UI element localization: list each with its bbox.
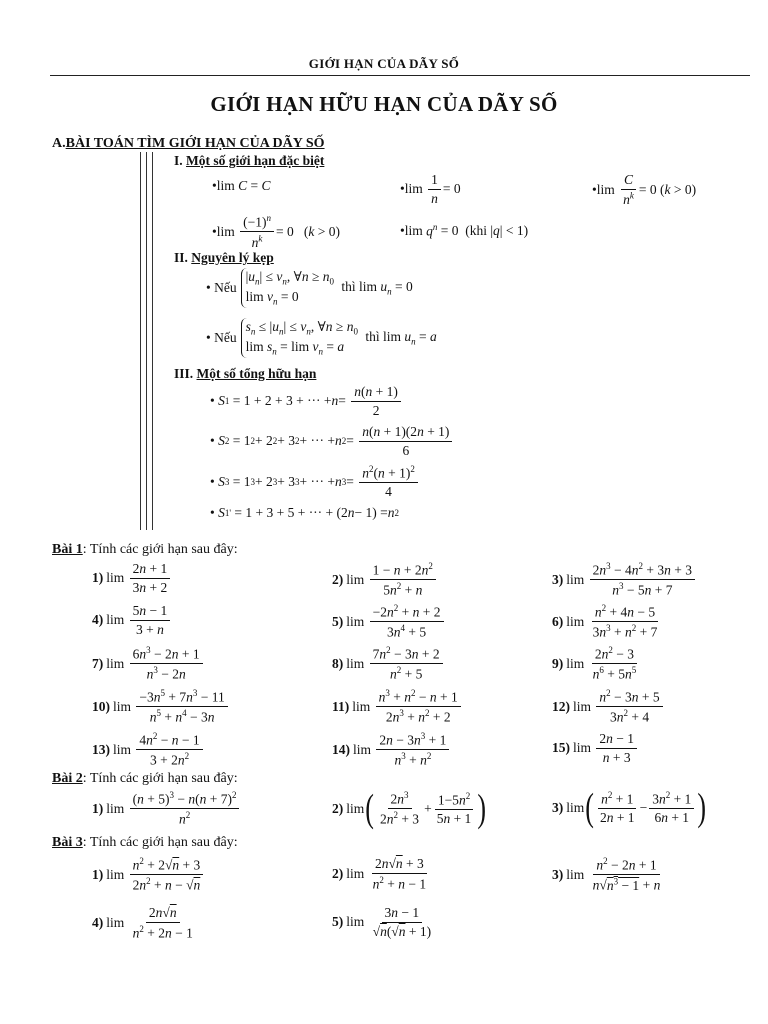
exercise-1-heading: Bài 1: Tính các giới hạn sau đây:: [52, 542, 238, 557]
limit-constant: •lim C = C: [212, 178, 271, 193]
ex1-item-3: 3) lim $2n^3 - 4n^2 + 3n + 3$ $n^3 - 5n + 7$: [552, 561, 697, 598]
ex1-item-9: 9) lim $2n^2 - 3$ $n^6 + 5n^5$: [552, 645, 637, 682]
ex2-item-2: 2) lim ( $2n^3$ $2n^2 + 3$ + $1-5n^2$ 5n + 1 ): [332, 786, 486, 830]
ex1-item-5: 5) lim $-2n^2 + n + 2$ $3n^4 + 5$: [332, 603, 446, 640]
ex1-item-12: 12) lim $n^2 - 3n + 5$ $3n^2 + 4$: [552, 688, 665, 725]
ex1-item-14: 14) lim $2n - 3n^3 + 1$ $n^3 + n^2$: [332, 731, 451, 768]
ex2-item-1: 1) lim $(n + 5)^3 - n(n + 7)^2$ $n^2$: [92, 790, 241, 827]
ex3-item-5: 5) lim 3n − 1 √n(√n + 1): [332, 905, 432, 939]
limit-one-over-n: •lim 1 n = 0: [400, 172, 461, 206]
squeeze-rule-1: • Nếu $|u_n| \le v_n$, ∀n ≥ $n_0$ $\lim v_n = 0$ thì $\lim u_n = 0$: [206, 269, 413, 307]
ex1-item-8: 8) lim $7n^2 - 3n + 2$ $n^2 + 5$: [332, 645, 445, 682]
ex3-item-3: 3) lim $n^2 - 2n + 1$ $n√n^3 - 1 + n$: [552, 856, 661, 893]
exercise-2-heading: Bài 2: Tính các giới hạn sau đây:: [52, 771, 238, 786]
exercise-3-heading: Bài 3: Tính các giới hạn sau đây:: [52, 835, 238, 850]
section-a-prefix: A.: [52, 136, 66, 151]
ex3-item-4: 4) lim 2n√n $n^2 + 2n - 1$: [92, 905, 193, 941]
header-rule: [50, 75, 750, 76]
left-bar-3: [152, 152, 153, 530]
section-a-heading: [52, 136, 325, 152]
limit-q-power: •lim $q^n$ = 0 (khi | q | < 1): [400, 222, 529, 239]
squeeze-rule-2: • Nếu $s_n \le |u_n| \le v_n$, ∀n ≥ $n_0$ $\lim s_n = \lim v_n = a$ thì $\lim u_n = a$: [206, 319, 437, 357]
sum-s1-odd: • S 1 ' = 1 + 3 + 5 + ··· + (2 n − 1) = n 2: [210, 505, 400, 520]
ex1-item-10: 10) lim $-3n^5 + 7n^3 - 11$ $n^5 + n^4 - 3n$: [92, 688, 230, 725]
sum-s2: • S 2 = 1 2 + 2 2 + 3 2 + ··· + n 2 = n(n + 1)(2n + 1) 6: [210, 424, 454, 458]
left-bar-2: [146, 152, 147, 530]
ex1-item-4: 4) lim 5n − 1 3 + n: [92, 603, 172, 637]
ex1-item-6: 6) lim $n^2 + 4n - 5$ $3n^3 + n^2 + 7$: [552, 603, 658, 640]
ex1-item-13: 13) lim $4n^2 - n - 1$ $3 + 2n^2$: [92, 731, 205, 768]
left-bar-1: [140, 152, 141, 530]
ex1-item-7: 7) lim $6n^3 - 2n + 1$ $n^3 - 2n$: [92, 645, 205, 682]
ex1-item-11: 11) lim $n^3 + n^2 - n + 1$ $2n^3 + n^2 + 2$: [332, 688, 463, 725]
section-a-title: BÀI TOÁN TÌM GIỚI HẠN CỦA DÃY SỐ: [65, 136, 325, 151]
part1-heading: I. Một số giới hạn đặc biệt: [174, 153, 325, 168]
ex3-item-2: 2) lim 2n√n + 3 $n^2 + n - 1$: [332, 856, 427, 892]
part3-heading: III. Một số tổng hữu hạn: [174, 366, 317, 381]
part2-heading: II. Nguyên lý kẹp: [174, 250, 274, 265]
ex1-item-15: 15) lim 2n − 1 n + 3: [552, 731, 639, 765]
ex3-item-1: 1) lim $n^2 + 2√n + 3$ $2n^2 + n - √n$: [92, 856, 205, 893]
ex2-item-3: 3) lim ( $n^2 + 1$ 2n + 1 − $3n^2 + 1$ 6n + 1 ): [552, 785, 706, 829]
running-title: GIỚI HẠN CỦA DÃY SỐ: [308, 56, 460, 71]
ex1-item-1: 1) lim 2n + 1 3n + 2: [92, 561, 172, 595]
limit-minus-one-power: •lim $(-1)^n$ $n^k$ = 0 ( k > 0): [212, 213, 340, 250]
limit-c-over-nk: •lim C $n^k$ = 0 ( k > 0): [592, 172, 697, 208]
main-title: GIỚI HẠN HỮU HẠN CỦA DÃY SỐ: [210, 92, 558, 116]
sum-s3: • S 3 = 1 3 + 2 3 + 3 3 + ··· + n 3 = $n^2(n + 1)^2$ 4: [210, 464, 420, 500]
ex1-item-2: 2) lim $1 - n + 2n^2$ $5n^2 + n$: [332, 561, 438, 598]
sum-s1: • S 1 = 1 + 2 + 3 + ··· + n = n(n + 1) 2: [210, 384, 403, 418]
